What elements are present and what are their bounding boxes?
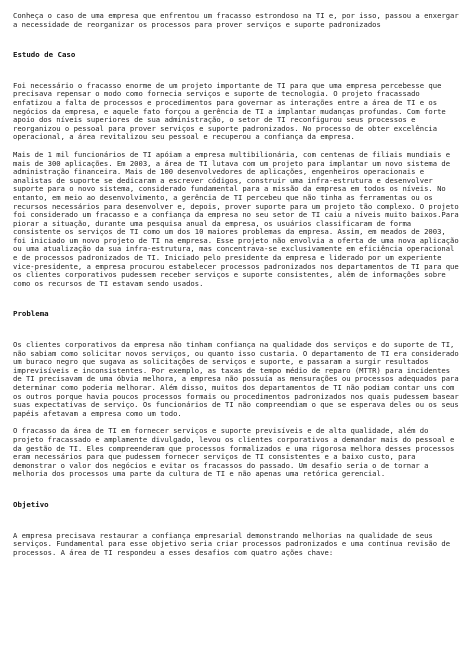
problem-paragraph-2: O fracasso da área de TI em fornecer serviços e suporte previsíveis e de alta qualidade, além do projeto fracassado e amplamente divulgado, levou os clientes corporativos a demandar mais do pessoal e da gestão de TI. Eles compreenderam que processos formalizados e uma rigorosa melhora desses processos eram necessários para que pudessem fornecer serviços de TI consistentes e a baixo custo, para demonstrar o valor dos negócios e evitar os fracassos do passado. Um desafio seria o de tornar a melhoria dos processos uma parte da cultura de TI e não apenas uma retórica gerencial. <box>13 426 455 479</box>
section-heading-objetivo: Objetivo <box>13 499 49 509</box>
intro-paragraph: Conheça o caso de uma empresa que enfrentou um fracasso estrondoso na TI e, por isso, passou a enxergar a necessidade de reorganizar os processos para prover serviços e suporte padronizados <box>13 11 459 29</box>
problem-paragraph-1: Os clientes corporativos da empresa não tinham confiança na qualidade dos serviços e do suporte de TI, não sabiam como solicitar novos serviços, ou quanto isso custaria. O departamento de TI era considerado um buraco negro que sugava as solicitações de serviços e suporte, e passaram a surgir resultados imprevisíveis e inconsistentes. Por exemplo, as taxas de tempo médio de reparo (MTTR) para incidentes de TI precisavam de uma óbvia melhora, a empresa não possuía as mensurações ou processos adequados para determinar como poderia melhorar. Além disso, muitos dos departamentos de TI não podiam contar uns com os outros porque havia poucos processos formais ou procedimentos padronizados nos quais pudessem basear suas expectativas de serviço. Os funcionários de TI não compreendiam o que se esperava deles ou os seus papéis afetavam a empresa como um todo. <box>13 340 459 418</box>
spacer <box>13 518 461 532</box>
section-heading-estudo-de-caso: Estudo de Caso <box>13 50 76 60</box>
spacer <box>13 68 461 82</box>
objective-paragraph-1: A empresa precisava restaurar a confiança empresarial demonstrando melhorias na qualidade de seus serviços. Fundamental para esse objetivo seria criar processos padronizados e uma contínua revisão de processos. A área de TI respondeu a esses desafios com quatro ações chave: <box>13 530 451 557</box>
case-study-paragraph-1: Foi necessário o fracasso enorme de um projeto importante de TI para que uma empresa percebesse que precisava repensar o modo como fornecia serviços e suporte de tecnologia. O projeto fracassado enfatizou a falta de processos e procedimentos para governar as interações entre a área de TI e os negócios da empresa, e aquele fato forçou a gerência de TI a implantar mudanças profundas. Com forte apoio dos níveis superiores de sua administração, o setor de TI reconfigurou seus processos e reorganizou o pessoal para prover serviços e suporte padronizados. No processo de obter excelência operacional, a área revitalizou seu pessoal e recuperou a confiança da empresa. <box>13 80 446 142</box>
case-study-paragraph-2: Mais de 1 mil funcionários de TI apóiam a empresa multibilionária, com centenas de filiais mundiais e mais de 300 aplicações. Em 2003, a área de TI lutava com um projeto para implantar um novo sistema de administração financeira. Mais de 100 desenvolvedores de aplicações, engenheiros operacionais e analistas de suporte se dedicaram a escrever códigos, construir uma infra-estrutura e desenvolver suporte para o novo sistema, considerado fundamental para a missão da empresa em todos os níveis. No entanto, em meio ao desenvolvimento, a gerência de TI percebeu que não tinha as ferramentas ou os recursos necessários para desenvolver e, depois, prover suporte para um projeto tão complexo. O projeto foi considerado um fracasso e a confiança da empresa no seu setor de TI caiu a níveis muito baixos.Para piorar a situação, durante uma pesquisa anual da empresa, os usuários classificaram de forma consistente os serviços de TI como um dos 10 maiores problemas da empresa. Assim, em meados de 2003, foi iniciado um novo projeto de TI na empresa. Esse projeto não envolvia a oferta de uma nova aplicação ou uma atualização da sua infra-estrutura, mas concentrava-se exclusivamente em eficiência operacional e de processos padronizados de TI. Iniciado pelo presidente da empresa e liderado por um experiente vice-presidente, a empresa procurou estabelecer processos padronizados nos departamentos de TI para que os clientes corporativos pudessem receber serviços e suporte consistentes, além de informações sobre como os recursos de TI estavam sendo usados. <box>13 149 459 288</box>
spacer <box>13 327 461 341</box>
section-heading-problema: Problema <box>13 309 49 319</box>
